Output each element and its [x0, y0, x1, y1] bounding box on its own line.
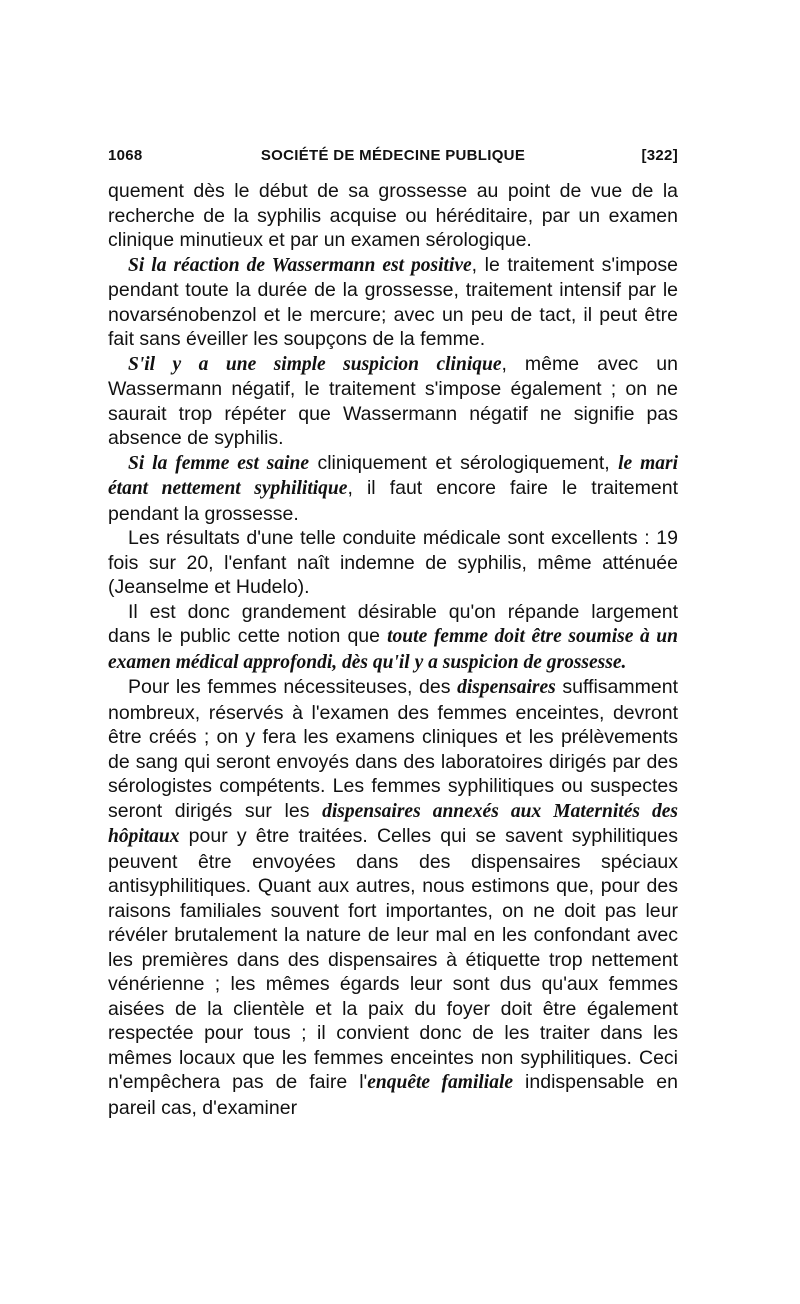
text-segment: , le traitement s'impose pendant toute la durée de la grossesse, traitement intensif par le novarsénobenzol et le mercure; avec un peu de tact, il peut être fait sans éveiller les soupçons de la femme.: [108, 253, 678, 350]
italic-text-segment: Si la réaction de Wassermann est positive: [128, 254, 472, 276]
body-text: [108, 179, 678, 1120]
text-segment: , même avec un Wassermann négatif, le traitement s'impose également ; on ne saurait trop répéter que Wassermann négatif ne signifie pas absence de syphilis.: [108, 352, 678, 449]
italic-text-segment: le mari étant nettement syphilitique: [108, 452, 678, 499]
text-segment: pour y être traitées. Celles qui se savent syphilitiques peuvent être envoyées dans des dispensaires spéciaux antisyphilitiques. Quant aux autres, nous estimons que, pour des raisons familiales souvent fort importantes, on ne doit pas leur révéler brutalement la nature de leur mal en les confondant avec les premières dans des dispensaires à étiquette trop nettement vénérienne ; les mêmes égards leur sont dus qu'aux femmes aisées de la clientèle et la paix du foyer doit être également respectée pour tous ; il convient donc de les traiter dans les mêmes locaux que les femmes enceintes non syphilitiques. Ceci n'empêchera pas de faire l': [108, 825, 678, 1093]
italic-text-segment: dispensaires annexés aux Maternités des hôpitaux: [108, 800, 678, 847]
running-header: [108, 147, 678, 167]
text-segment: Pour les femmes nécessiteuses, des: [128, 676, 458, 698]
paragraph: [108, 600, 678, 676]
text-segment: indispensable en pareil cas, d'examiner: [108, 1071, 678, 1119]
paragraph: [108, 675, 678, 1120]
text-segment: , il faut encore faire le traitement pendant la grossesse.: [108, 477, 678, 525]
italic-text-segment: toute femme doit être soumise à un examen médical approfondi, dès qu'il y a suspicion de grossesse.: [108, 626, 678, 673]
italic-text-segment: dispensaires: [457, 677, 556, 698]
paragraph: [108, 526, 678, 600]
text-segment: Les résultats d'une telle conduite médicale sont excellents : 19 fois sur 20, l'enfant naît indemne de syphilis, même atténuée (Jeanselme et Hudelo).: [108, 527, 678, 598]
italic-text-segment: S'il y a une simple suspicion clinique: [128, 353, 502, 375]
paragraph: [108, 352, 678, 451]
running-title: SOCIÉTÉ DE MÉDECINE PUBLIQUE: [260, 147, 526, 164]
text-segment: quement dès le début de sa grossesse au point de vue de la recherche de la syphilis acquise ou héréditaire, par un examen clinique minutieux et par un examen sérologique.: [108, 180, 678, 251]
text-segment: Il est donc grandement désirable qu'on répande largement dans le public cette notion que: [108, 600, 678, 647]
bracket-page-reference: [322]: [641, 147, 678, 164]
paragraph: [108, 451, 678, 527]
text-segment: suffisamment nombreux, réservés à l'examen des femmes enceintes, devront être créés ; on y fera les examens cliniques et les prélèvements de sang qui seront envoyés dans des laboratoires dirigés par des sérologistes compétents. Les femmes syphilitiques ou suspectes seront dirigés sur les: [108, 676, 678, 822]
italic-text-segment: Si la femme est saine: [128, 452, 310, 474]
page-number: 1068: [108, 147, 143, 164]
italic-text-segment: enquête familiale: [367, 1072, 514, 1093]
paragraph: [108, 179, 678, 253]
text-segment: cliniquement et sérologiquement,: [309, 451, 619, 474]
paragraph: [108, 253, 678, 352]
